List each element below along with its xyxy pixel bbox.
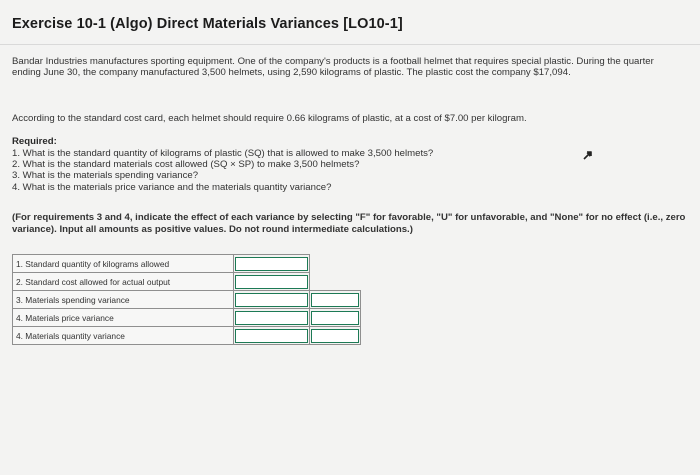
- required-item-4: 4. What is the materials price variance and the materials quantity variance?: [12, 181, 332, 193]
- required-item-3: 3. What is the materials spending variance?: [12, 170, 199, 182]
- effect-cell: [310, 327, 361, 345]
- spending-variance-input[interactable]: [235, 293, 308, 307]
- price-variance-input[interactable]: [235, 311, 308, 325]
- row-label: 4. Materials price variance: [13, 309, 234, 327]
- table-row: [13, 327, 361, 345]
- amount-cell: [234, 327, 310, 345]
- effect-cell: [310, 291, 361, 309]
- empty-cell: [310, 255, 361, 273]
- instructions-note: (For requirements 3 and 4, indicate the effect of each variance by selecting "F" for favorable, "U" for unfavorable, and "None" for no effect (i.e., zero variance). Input all amounts as positive values. Do not round intermediate calculations.): [12, 212, 686, 235]
- row-label: 3. Materials spending variance: [13, 291, 234, 309]
- title-divider: [0, 44, 700, 45]
- effect-cell: [310, 309, 361, 327]
- amount-cell: [234, 309, 310, 327]
- table-row: [13, 309, 361, 327]
- quantity-variance-input[interactable]: [235, 329, 308, 343]
- spending-variance-effect-input[interactable]: [311, 293, 359, 307]
- mouse-cursor-icon: [582, 149, 594, 161]
- answer-table: [12, 254, 361, 345]
- required-list: [12, 148, 433, 193]
- standard-cost-input[interactable]: [235, 275, 308, 289]
- row-label: 4. Materials quantity variance: [13, 327, 234, 345]
- empty-cell: [310, 273, 361, 291]
- required-heading: Required:: [12, 136, 57, 147]
- table-row: [13, 255, 361, 273]
- required-item-2: 2. What is the standard materials cost allowed (SQ × SP) to make 3,500 helmets?: [12, 159, 360, 171]
- required-item-1: 1. What is the standard quantity of kilograms of plastic (SQ) that is allowed to make 3,500 helmets?: [12, 148, 434, 159]
- amount-cell: [234, 255, 310, 273]
- table-row: [13, 273, 361, 291]
- problem-intro: Bandar Industries manufactures sporting equipment. One of the company's products is a football helmet that requires special plastic. During the quarter ending June 30, the company manufactured 3,500 helmets, using 2,590 kilograms of plastic. The plastic cost the company $17,094.: [12, 56, 654, 78]
- row-label: 1. Standard quantity of kilograms allowed: [13, 255, 234, 273]
- standard-quantity-input[interactable]: [235, 257, 308, 271]
- standard-cost-text: According to the standard cost card, each helmet should require 0.66 kilograms of plastic, at a cost of $7.00 per kilogram.: [12, 113, 527, 124]
- price-variance-effect-input[interactable]: [311, 311, 359, 325]
- table-row: [13, 291, 361, 309]
- page-title: Exercise 10-1 (Algo) Direct Materials Variances [LO10-1]: [12, 16, 403, 32]
- amount-cell: [234, 291, 310, 309]
- amount-cell: [234, 273, 310, 291]
- row-label: 2. Standard cost allowed for actual output: [13, 273, 234, 291]
- quantity-variance-effect-input[interactable]: [311, 329, 359, 343]
